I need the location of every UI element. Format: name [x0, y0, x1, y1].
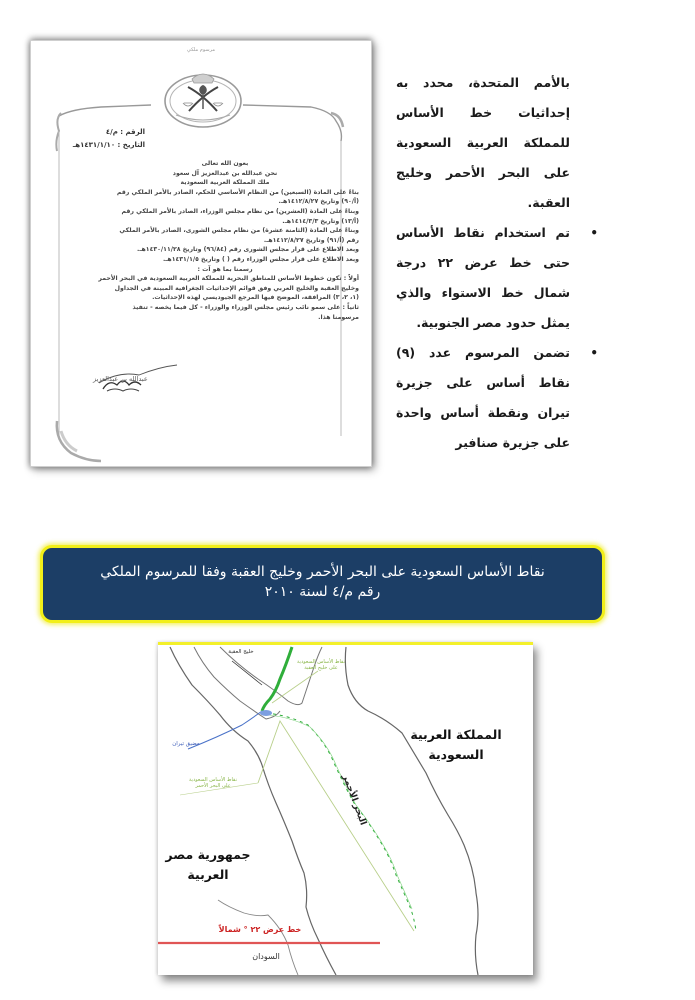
royal-decree-scan — [30, 40, 372, 467]
decree-line: أولاً : تكون خطوط الأساس للمناطق البحرية للمملكة العربية السعودية في البحر الأحمر — [98, 275, 359, 283]
sudan-coastline — [218, 900, 298, 975]
bullet-item — [396, 338, 598, 458]
decree-line: ملك المملكة العربية السعودية — [180, 179, 270, 187]
intro-paragraph: بالأمم المتحدة، محدد به إحداثيات خط الأساس للمملكة العربية السعودية على البحر الأحمر وخليج العقبة. — [396, 75, 570, 210]
label-saudi-arabia-line2: السعودية — [428, 747, 484, 762]
decree-line: رقم (أ/٩١) وتاريخ ١٤١٢/٨/٢٧هـ. — [263, 236, 359, 244]
label-gulf-of-aqaba: خليج العقبة — [228, 649, 254, 655]
label-baseline-points-red-sea-line2: على البحر الأحمر — [195, 783, 231, 789]
label-baseline-points-red-sea-line1: نقاط الأساس السعودية — [189, 777, 237, 783]
label-red-sea: البحر الأحمر — [340, 773, 368, 827]
label-latitude-22: خط عرض ٢٢ ° شمالاً — [218, 925, 302, 934]
label-egypt — [158, 845, 263, 885]
decree-line: (أ/٩٠) وتاريخ ١٤١٢/٨/٢٧هـ. — [278, 198, 359, 206]
strait-of-tiran-marker — [260, 710, 272, 716]
bullet-icon: • — [590, 346, 598, 360]
bullet-text: تضمن المرسوم عدد (٩) نقاط أساس على جزيرة تيران ونقطة أساس واحدة على جزيرة صنافير — [396, 345, 570, 450]
decree-meta — [73, 126, 145, 152]
label-saudi-arabia-line1: المملكة العربية — [410, 727, 502, 742]
label-baseline-points-red-sea — [178, 777, 248, 789]
label-strait-of-tiran: مضيق تيران — [172, 741, 200, 747]
banner-line-1: نقاط الأساس السعودية على البحر الأحمر وخليج العقبة وفقا للمرسوم الملكي — [100, 564, 545, 580]
decree-line: وخليج العقبة والخليج العربي وفق قوائم الإحداثيات الجغرافية المبينة في الجداول — [114, 284, 359, 292]
label-saudi-arabia — [396, 725, 516, 765]
decree-line: (أ/١٣) وتاريخ ١٤١٤/٣/٣هـ. — [282, 217, 359, 225]
article-bullets — [388, 218, 628, 458]
label-egypt-line1: جمهورية مصر — [165, 847, 251, 862]
leader-line-red-sea — [258, 721, 414, 931]
decree-line: بعون الله تعالى — [201, 160, 249, 167]
decree-line: مرسومنا هذا. — [318, 313, 359, 321]
saudi-coastline — [345, 647, 478, 975]
decree-line: وبناءً على المادة (العشرين) من نظام مجلس الوزراء، الصادر بالأمر الملكي رقم — [121, 207, 359, 215]
decree-line: وبعد الاطلاع على قرار مجلس الوزراء رقم ( ) وتاريخ ١٤٣١/١/٥هـ. — [162, 255, 359, 263]
leader-line-aqaba — [272, 671, 318, 703]
red-sea-baseline-map — [158, 642, 533, 975]
label-baseline-points-aqaba-line1: نقاط الأساس السعودية — [297, 659, 345, 665]
aqaba-leader-line — [232, 661, 262, 685]
bullet-text: تم استخدام نقاط الأساس حتى خط عرض ٢٢ درجة شمال خط الاستواء والذي يمثل حدود مصر الجنوبية. — [396, 225, 570, 330]
decree-date: التاريخ : ١٤٣١/١/١٠هـ — [72, 141, 145, 149]
label-baseline-points-aqaba — [286, 659, 356, 671]
label-egypt-line2: العربية — [187, 867, 229, 882]
red-sea-baseline-guide — [268, 715, 412, 909]
bullet-item — [396, 218, 598, 338]
decree-line: نحن عبدالله بن عبدالعزيز آل سعود — [172, 169, 278, 177]
signature-name: عبدالله بن عبدالعزيز — [93, 375, 148, 383]
banner-line-2: رقم م/٤ لسنة ٢٠١٠ — [264, 584, 381, 600]
decree-number: الرقم : م/٤ — [105, 128, 145, 136]
label-sudan: السودان — [252, 952, 280, 961]
decree-line: وبعد الاطلاع على قرار مجلس الشورى رقم (٩٦/٨٤) وتاريخ ١٤٣٠/١١/٢٨هـ. — [137, 246, 359, 254]
decree-body — [91, 159, 359, 322]
aqaba-baseline — [262, 647, 292, 711]
decree-line: بناءً على المادة (السبعين) من النظام الأساسي للحكم، الصادر بالأمر الملكي رقم — [116, 188, 359, 196]
article-text — [388, 68, 628, 458]
decree-line: رسمنا بما هو آت : — [197, 265, 253, 273]
decree-line: ثانياً : على سمو نائب رئيس مجلس الوزراء والوزراء - كل فيما يخصه - تنفيذ — [132, 303, 359, 311]
bullet-icon: • — [590, 226, 598, 240]
sinai-coastline-west — [194, 647, 280, 719]
label-baseline-points-aqaba-line2: على خليج العقبة — [304, 665, 338, 671]
decree-header-line: مرسوم ملكي — [186, 47, 216, 53]
decree-line: وبناءً على المادة (الثامنة عشرة) من نظام مجلس الشورى، الصادر بالأمر الملكي — [119, 227, 359, 235]
decree-line: (١، ٢، ٣) المرافقة، الموضح فيها المرجع الجيوديسي لهذه الإحداثيات. — [152, 294, 359, 302]
map-title-banner — [40, 545, 605, 623]
